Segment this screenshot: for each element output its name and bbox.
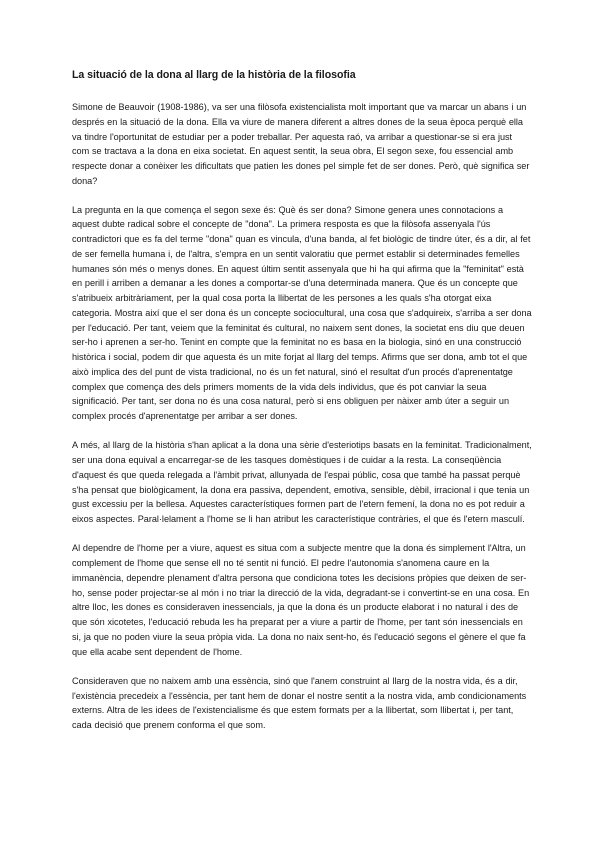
paragraph-what-is-woman: La pregunta en la que comença el segon sexe és: Què és ser dona? Simone genera unes connotacions a aquest dubte radical sobre el concepte de "dona". La primera resposta es que la filòsofa assenyala l'ús contradictori que es fa del terme "dona" quan es vincula, d'una banda, al fet biològic de tindre úter, és a dir, al fet de ser femella humana i, de l'altra, s'empra en un sentit valoratiu que permet establir si determinades femelles humanes són més o menys dones. En aquest últim sentit assenyala que hi ha qui afirma que la "feminitat" està en perill i arriben a demanar a les dones a comportar-se d'una determinada manera. Que és un concepte que s'atribueix arbitràriament, per la qual cosa porta la llibertat de les persones a les quals s'ha otorgat eixa categoria. Mostra així que el ser dona és un concepte sociocultural, una cosa que s'adquireix, s'arriba a ser dona per l'educació. Per tant, veiem que la feminitat és cultural, no naixem sent dones, la societat ens diu que deuen ser-ho i aprenen a ser-ho. Tenint en compte que la feminitat no es basa en la biologia, sinó en una construcció històrica i social, podem dir que aquesta és un mite forjat al llarg del temps. Afirms que ser dona, amb tot el que això implica des del punt de vista tradicional, no és un fet natural, sinó el resultat d'un procés d'aprenentatge complex que comença des dels primers moments de la vida dels individus, que és pot canviar la seua significació. Per tant, ser dona no és una cosa natural, però si ens obliguen per nàixer amb úter a seguir un complex procés d'aprenentatge per arribar a ser dones.: [72, 204, 532, 421]
paragraph-existentialism: Consideraven que no naixem amb una essència, sinó que l'anem construint al llarg de la nostra vida, és a dir, l'existència precedeix a l'essència, per tant hem de donar el nostre sentit a la nostra vida, amb condicionaments externs. Altra de les idees de l'existencialisme és que estem formats per a la llibertat, som llibertat i, per tant, cada decisió que prenem conforma el que som.: [72, 675, 527, 730]
paragraph-intro: Simone de Beauvoir (1908-1986), va ser una filòsofa existencialista molt important que va marcar un abans i un després en la situació de la dona. Ella va viure de manera diferent a altres dones de la seua època perquè ella va tindre l'oportunitat de estudiar per a poder treballar. Per aquesta raó, va arribar a questionar-se si era just com se tractava a la dona en eixa societat. En aquest sentit, la seua obra, El segon sexe, fou essencial amb respecte donar a conèixer les dificultats que patien les dones pel simple fet de ser dones. Però, què significa ser dona?: [72, 102, 530, 186]
document-page: [72, 68, 532, 747]
document-title: La situació de la dona al llarg de la història de la filosofia: [72, 69, 356, 81]
paragraph-dependence: Al dependre de l'home per a viure, aquest es situa com a subjecte mentre que la dona és simplement l'Altra, un complement de l'home que sense ell no té sentit ni funció. El pedre l'autonomia s'anomena caure en la immanència, dependre plenament d'altra persona que condiciona totes les decisions pròpies que deixen de ser-ho, sense poder projectar-se al món i no triar la direcció de la vida, degradant-se i convertint-se en una cosa. En altre lloc, les dones es consideraven inessencials, ja que la dona és un producte elaborat i no natural i des de que són xicotetes, l'educació rebuda les ha preparat per a viure a partir de l'home, per tant són inessencials en si, ja que no poden viure la seua pròpia vida. La dona no naix sent-ho, és l'educació segons el gènere el que fa que ella acabe sent dependent de l'home.: [72, 543, 530, 657]
paragraph-stereotypes: A més, al llarg de la història s'han aplicat a la dona una sèrie d'esteriotips basats en la feminitat. Tradicionalment, ser una dona equival a encarregar-se de les tasques domèstiques i de cuidar a la resta. La conseqüència d'aquest és que queda relegada a l'àmbit privat, allunyada de l'espai públic, cosa que també ha passat perquè s'ha pensat que biològicament, la dona era passiva, dependent, emotiva, sensible, dèbil, irracional i que tenia un gust excessiu per la bellesa. Aquestes característiques formen part de l'etern femení, la dona no es pot reduir a eixos aspectes. Paral·lelament a l'home se li han atribut les característique contràries, el que és l'etern masculí.: [72, 440, 532, 524]
